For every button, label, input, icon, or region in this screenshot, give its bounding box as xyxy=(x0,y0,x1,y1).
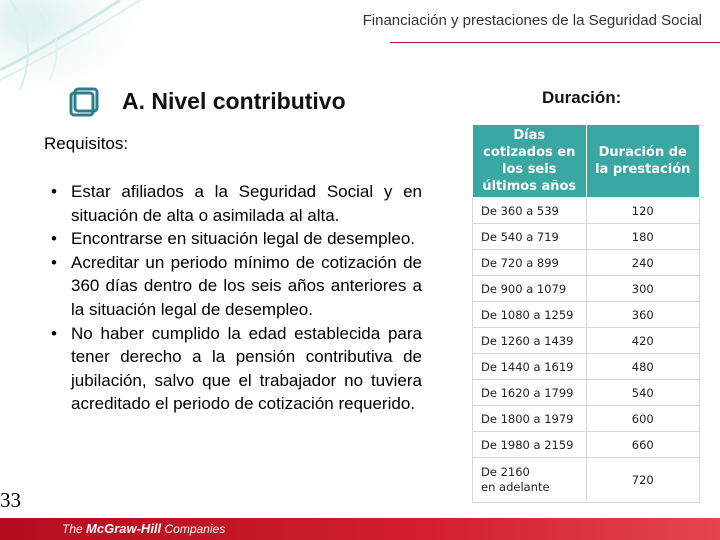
requirement-text: Estar afiliados a la Seguridad Social y en situación de alta o asimilada al alta. xyxy=(71,182,422,225)
section-heading: A. Nivel contributivo xyxy=(122,88,346,114)
list-item xyxy=(44,251,422,322)
duration-cell: 720 xyxy=(586,458,700,503)
column-header-duration: Duración de la prestación xyxy=(586,125,700,198)
days-cell: De 1440 a 1619 xyxy=(473,354,587,380)
duration-heading: Duración: xyxy=(542,88,622,107)
duration-cell: 300 xyxy=(586,276,700,302)
days-cell: De 1260 a 1439 xyxy=(473,328,587,354)
duration-cell: 180 xyxy=(586,224,700,250)
bullet-icon: • xyxy=(51,182,57,201)
table-header-row xyxy=(473,125,700,198)
duration-cell: 660 xyxy=(586,432,700,458)
table-row xyxy=(473,432,700,458)
table-row xyxy=(473,276,700,302)
table-row xyxy=(473,458,700,503)
duration-cell: 600 xyxy=(586,406,700,432)
logo-brand: McGraw-Hill xyxy=(86,521,162,536)
table-row xyxy=(473,380,700,406)
logo-prefix: The xyxy=(62,522,83,536)
table-row xyxy=(473,328,700,354)
days-cell: De 360 a 539 xyxy=(473,198,587,224)
bullet-icon: • xyxy=(51,229,57,249)
slide-number: 33 xyxy=(0,488,21,512)
days-cell: De 1800 a 1979 xyxy=(473,406,587,432)
bullet-icon: • xyxy=(51,323,57,343)
days-cell: De 1080 a 1259 xyxy=(473,302,587,328)
days-cell: De 900 a 1079 xyxy=(473,276,587,302)
requirement-text: No haber cumplido la edad establecida para tener derecho a la pensión contributiva de jubilación, salvo que el trabajador no tuviera acreditado el periodo de cotización requerido. xyxy=(71,323,422,414)
days-line: De 2160 xyxy=(481,465,530,479)
requirements-title: Requisitos: xyxy=(44,134,129,153)
bullet-icon: • xyxy=(51,252,57,272)
table-row xyxy=(473,250,700,276)
checkbox-square-icon xyxy=(68,86,100,118)
table-row xyxy=(473,302,700,328)
logo-suffix: Companies xyxy=(164,522,226,536)
header-divider xyxy=(390,42,720,43)
requirement-text: Encontrarse en situación legal de desempleo. xyxy=(71,229,415,249)
duration-cell: 120 xyxy=(586,198,700,224)
requirement-text: Acreditar un periodo mínimo de cotización de 360 días dentro de los seis años anteriores a la situación legal de desempleo. xyxy=(71,252,422,319)
duration-table xyxy=(472,124,700,503)
days-cell: De 720 a 899 xyxy=(473,250,587,276)
table-row xyxy=(473,406,700,432)
duration-cell: 540 xyxy=(586,380,700,406)
duration-cell: 420 xyxy=(586,328,700,354)
days-cell: De 540 a 719 xyxy=(473,224,587,250)
duration-cell: 360 xyxy=(586,302,700,328)
days-cell: De 1620 a 1799 xyxy=(473,380,587,406)
table-row xyxy=(473,224,700,250)
publisher-logo xyxy=(62,521,225,536)
days-line: en adelante xyxy=(481,480,550,494)
requirements-list xyxy=(44,180,422,416)
list-item xyxy=(44,322,422,416)
days-cell xyxy=(473,458,587,503)
duration-cell: 240 xyxy=(586,250,700,276)
table-row xyxy=(473,354,700,380)
corner-decoration xyxy=(0,0,150,100)
column-header-days: Días cotizados en los seis últimos años xyxy=(473,125,587,198)
header-title: Financiación y prestaciones de la Seguridad Social xyxy=(362,12,702,29)
list-item xyxy=(44,180,422,227)
duration-cell: 480 xyxy=(586,354,700,380)
list-item xyxy=(44,227,422,251)
days-cell: De 1980 a 2159 xyxy=(473,432,587,458)
table-row xyxy=(473,198,700,224)
